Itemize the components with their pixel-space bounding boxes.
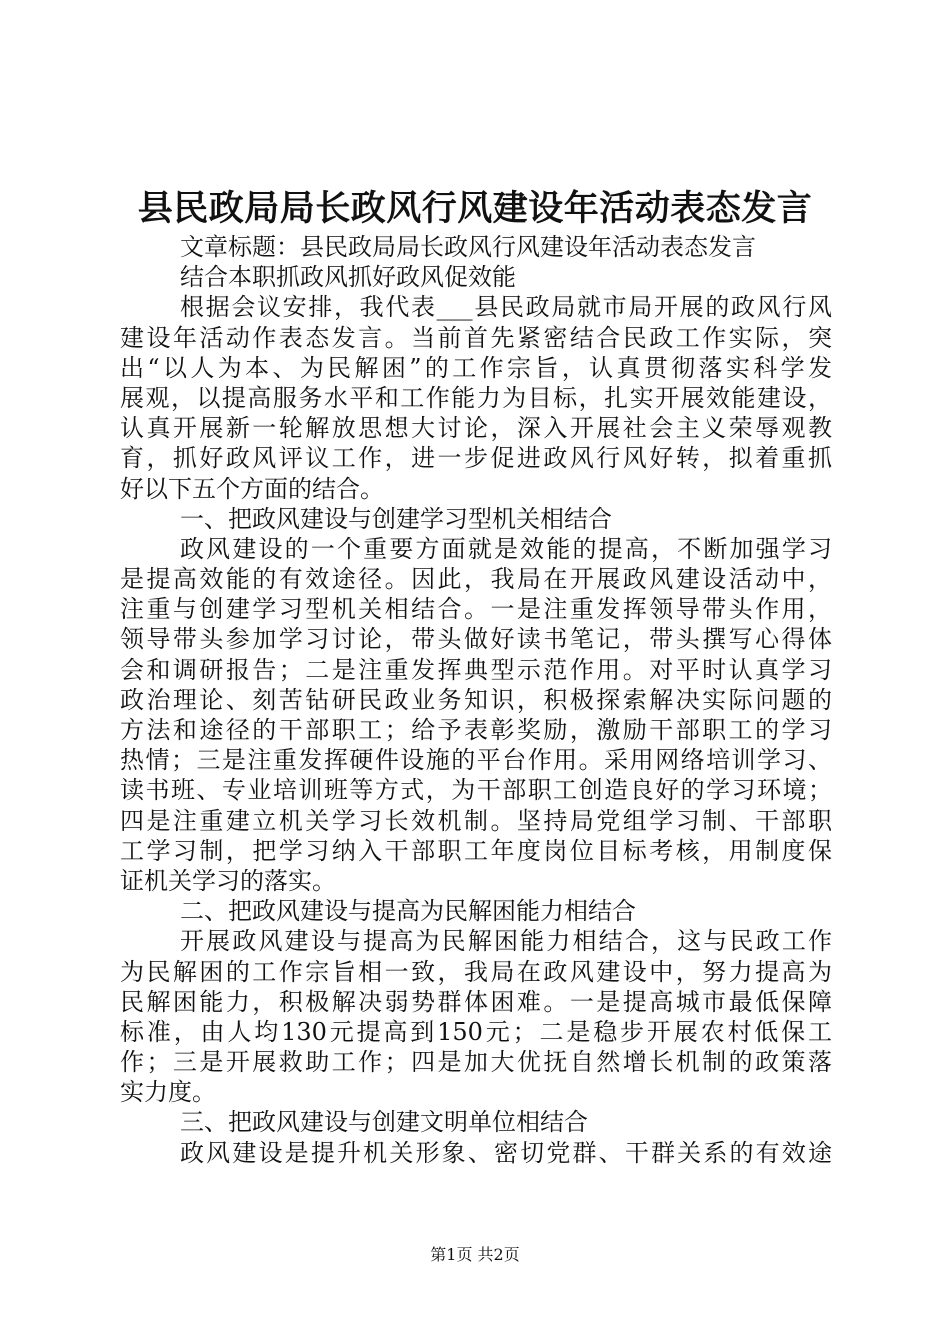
text-line: 会和调研报告；二是注重发挥典型示范作用。对平时认真学习: [120, 655, 832, 684]
text-line: 四是注重建立机关学习长效机制。坚持局党组学习制、干部职: [120, 806, 832, 835]
text-line: 标准，由人均130元提高到150元；二是稳步开展农村低保工: [120, 1017, 832, 1046]
text-line: 注重与创建学习型机关相结合。一是注重发挥领导带头作用，: [120, 595, 832, 624]
text-line: 证机关学习的落实。: [120, 866, 336, 895]
text-line: 领导带头参加学习讨论，带头做好读书笔记，带头撰写心得体: [120, 625, 832, 654]
text-line: 根据会议安排，我代表___县民政局就市局开展的政风行风: [180, 293, 832, 322]
page-footer: 第1页 共2页: [430, 1245, 520, 1264]
text-line: 好以下五个方面的结合。: [120, 474, 384, 503]
text-line: 读书班、专业培训班等方式，为干部职工创造良好的学习环境；: [120, 776, 832, 805]
text-line: 政风建设的一个重要方面就是效能的提高，不断加强学习: [180, 534, 832, 563]
text-line: 政风建设是提升机关形象、密切党群、干群关系的有效途: [180, 1138, 832, 1167]
text-line: 方法和途径的干部职工；给予表彰奖励，激励干部职工的学习: [120, 716, 832, 744]
text-line: 作；三是开展救助工作；四是加大优抚自然增长机制的政策落: [120, 1048, 832, 1077]
text-line: 为民解困的工作宗旨相一致，我局在政风建设中，努力提高为: [120, 957, 832, 986]
text-line: 工学习制，把学习纳入干部职工年度岗位目标考核，用制度保: [120, 836, 832, 865]
text-line: 实力度。: [120, 1078, 216, 1107]
text-line: 二、把政风建设与提高为民解困能力相结合: [180, 897, 636, 926]
document-title: 县民政局局长政风行风建设年活动表态发言: [137, 188, 813, 229]
text-line: 出“以人为本、为民解困”的工作宗旨，认真贯彻落实科学发: [120, 353, 832, 382]
text-line: 开展政风建设与提高为民解困能力相结合，这与民政工作: [180, 927, 832, 956]
text-line: 三、把政风建设与创建文明单位相结合: [180, 1108, 588, 1137]
text-line: 是提高效能的有效途径。因此，我局在开展政风建设活动中，: [120, 565, 832, 594]
text-line: 结合本职抓政风抓好政风促效能: [180, 263, 516, 292]
text-line: 育，抓好政风评议工作，进一步促进政风行风好转，拟着重抓: [120, 444, 832, 473]
text-line: 建设年活动作表态发言。当前首先紧密结合民政工作实际，突: [120, 323, 832, 352]
text-line: 认真开展新一轮解放思想大讨论，深入开展社会主义荣辱观教: [120, 414, 832, 443]
text-line: 政治理论、刻苦钻研民政业务知识，积极探索解决实际问题的: [120, 685, 832, 714]
text-line: 热情；三是注重发挥硬件设施的平台作用。采用网络培训学习、: [120, 746, 832, 775]
document-body: [120, 232, 832, 1168]
text-line: 民解困能力，积极解决弱势群体困难。一是提高城市最低保障: [120, 987, 832, 1016]
text-line: 展观，以提高服务水平和工作能力为目标，扎实开展效能建设，: [120, 383, 832, 412]
text-line: 文章标题：县民政局局长政风行风建设年活动表态发言: [180, 233, 756, 261]
text-line: 一、把政风建设与创建学习型机关相结合: [180, 504, 612, 533]
